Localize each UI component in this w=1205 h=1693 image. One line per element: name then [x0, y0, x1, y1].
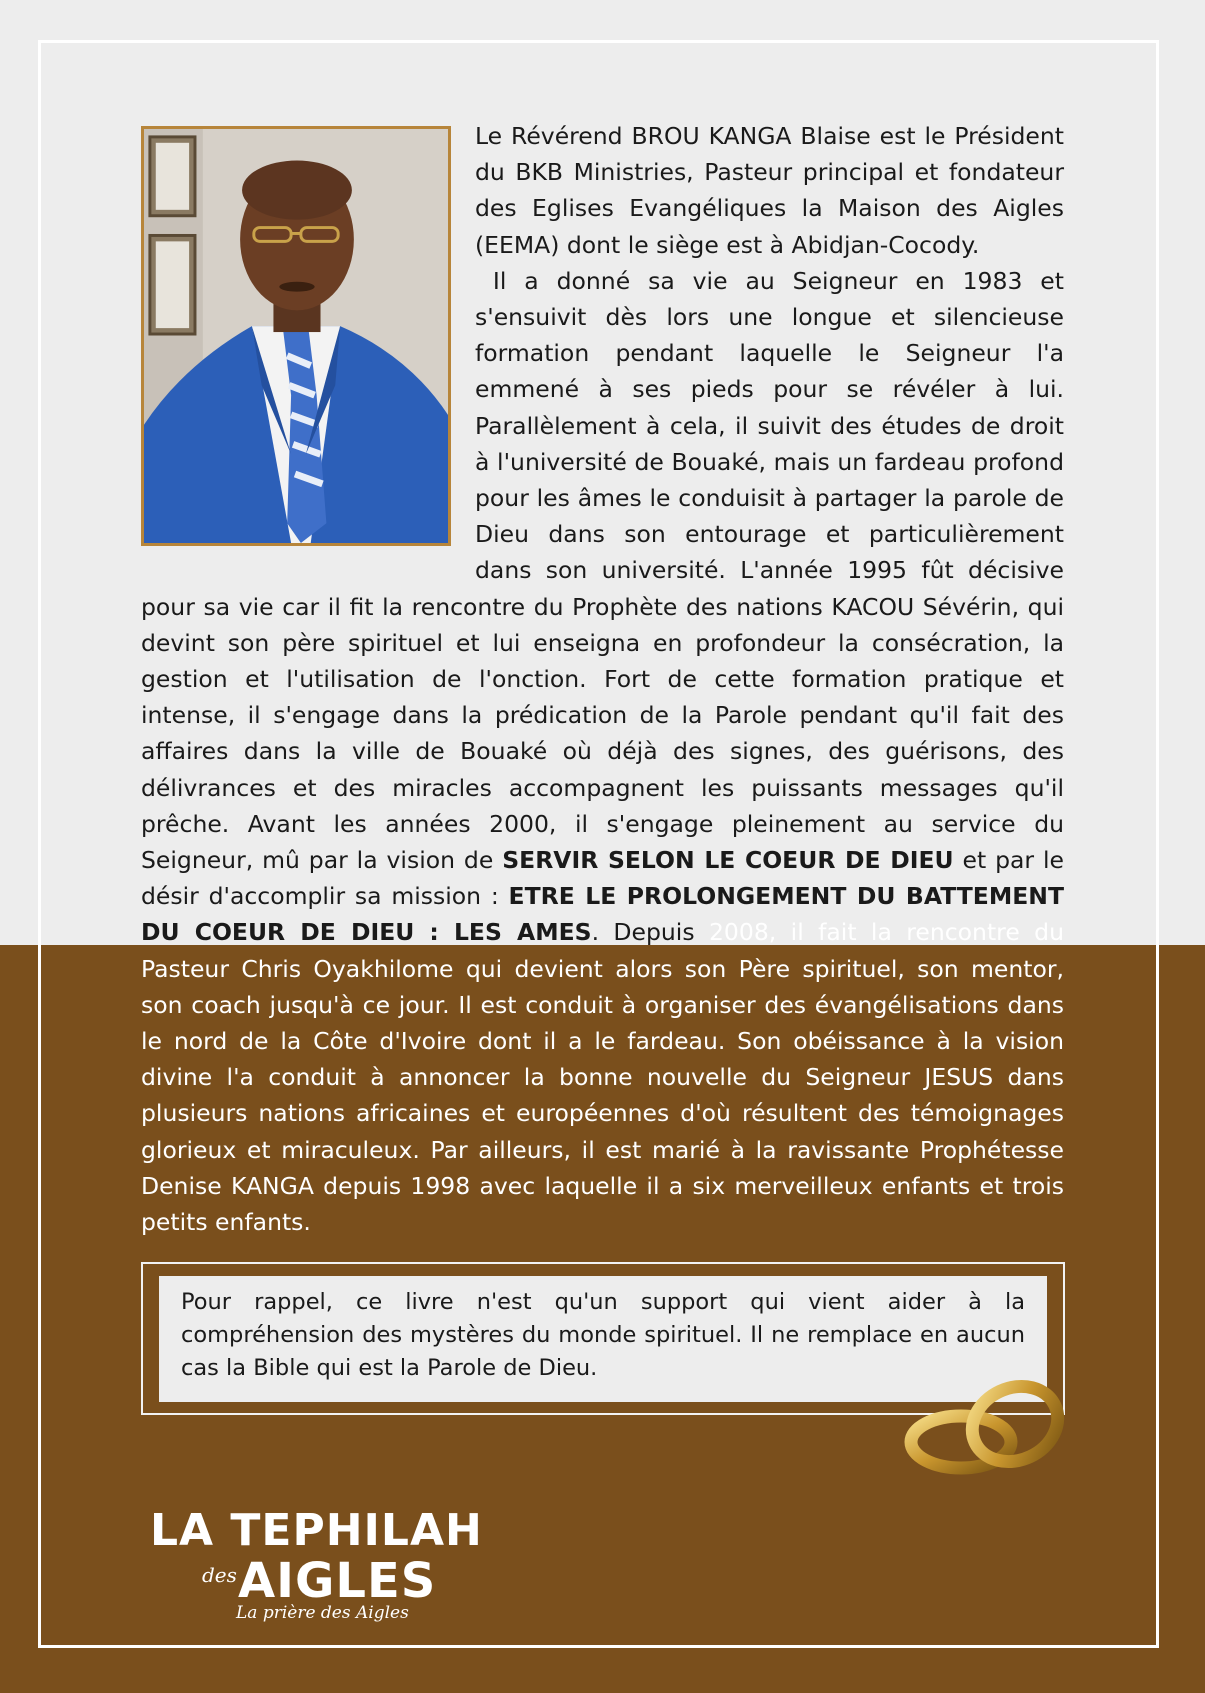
- bio-mission-intro: et par le désir d'accomplir sa mission :: [141, 846, 1064, 911]
- wedding-rings-icon: [903, 1372, 1078, 1482]
- vision-statement: SERVIR SELON LE COEUR DE DIEU: [502, 846, 954, 875]
- bio-later-years: 2008, il fait la rencontre du Pasteur Chris Oyakhilome qui devient alors son Père spirituel, son mentor, son coach jusqu'à ce jour. Il est conduit à organiser des évangélisations dans le nord de la Côte d'Ivoire dont il a le fardeau. Son obéissance à la vision divine l'a conduit à annoncer la bonne nouvelle du Seigneur JESUS dans plusieurs nations africaines et européennes d'où résultent des témoignages glorieux et miraculeux. Par ailleurs, il est marié à la ravissante Prophétesse Denise KANGA depuis 1998 avec laquelle il a six merveilleux enfants et trois petits enfants.: [141, 918, 1064, 1237]
- logo-title-line1: LA TEPHILAH: [150, 1505, 483, 1556]
- author-portrait: [141, 126, 451, 546]
- reminder-text: Pour rappel, ce livre n'est qu'un support qui vient aider à la compréhension des mystères du monde spirituel. Il ne remplace en aucun cas la Bible qui est la Parole de Dieu.: [159, 1276, 1047, 1402]
- biography-text: [141, 118, 1064, 1240]
- logo-des: des: [202, 1563, 237, 1587]
- bio-since: . Depuis: [591, 918, 695, 947]
- bio-intro: Le Révérend BROU KANGA Blaise est le Président du BKB Ministries, Pasteur principal et fondateur des Eglises Evangéliques la Maison des Aigles (EEMA) dont le siège est à Abidjan-Cocody.: [475, 122, 1064, 259]
- book-logo: [150, 1505, 490, 1625]
- logo-tagline: La prière des Aigles: [236, 1603, 409, 1623]
- bio-career: Il a donné sa vie au Seigneur en 1983 et s'ensuivit dès lors une longue et silencieuse formation pendant laquelle le Seigneur l'a emmené à ses pieds pour se révéler à lui. Parallèlement à cela, il suivit des études de droit à l'université de Bouaké, mais un fardeau profond pour les âmes le conduisit à partager la parole de Dieu dans son entourage et particulièrement dans son université. L'année 1995 fût décisive pour sa vie car il fit la rencontre du Prophète des nations KACOU Sévérin, qui devint son père spirituel et lui enseigna en profondeur la consécration, la gestion et l'utilisation de l'onction. Fort de cette formation pratique et intense, il s'engage dans la prédication de la Parole pendant qu'il fait des affaires dans la ville de Bouaké où déjà des signes, des guérisons, des délivrances et des miracles accompagnent les puissants messages qu'il prêche. Avant les années 2000, il s'engage pleinement au service du Seigneur, mû par la vision de: [141, 266, 1064, 875]
- logo-title-line2: AIGLES: [238, 1553, 437, 1609]
- mission-statement: ETRE LE PROLONGEMENT DU BATTEMENT DU COEUR DE DIEU : LES AMES: [141, 882, 1064, 947]
